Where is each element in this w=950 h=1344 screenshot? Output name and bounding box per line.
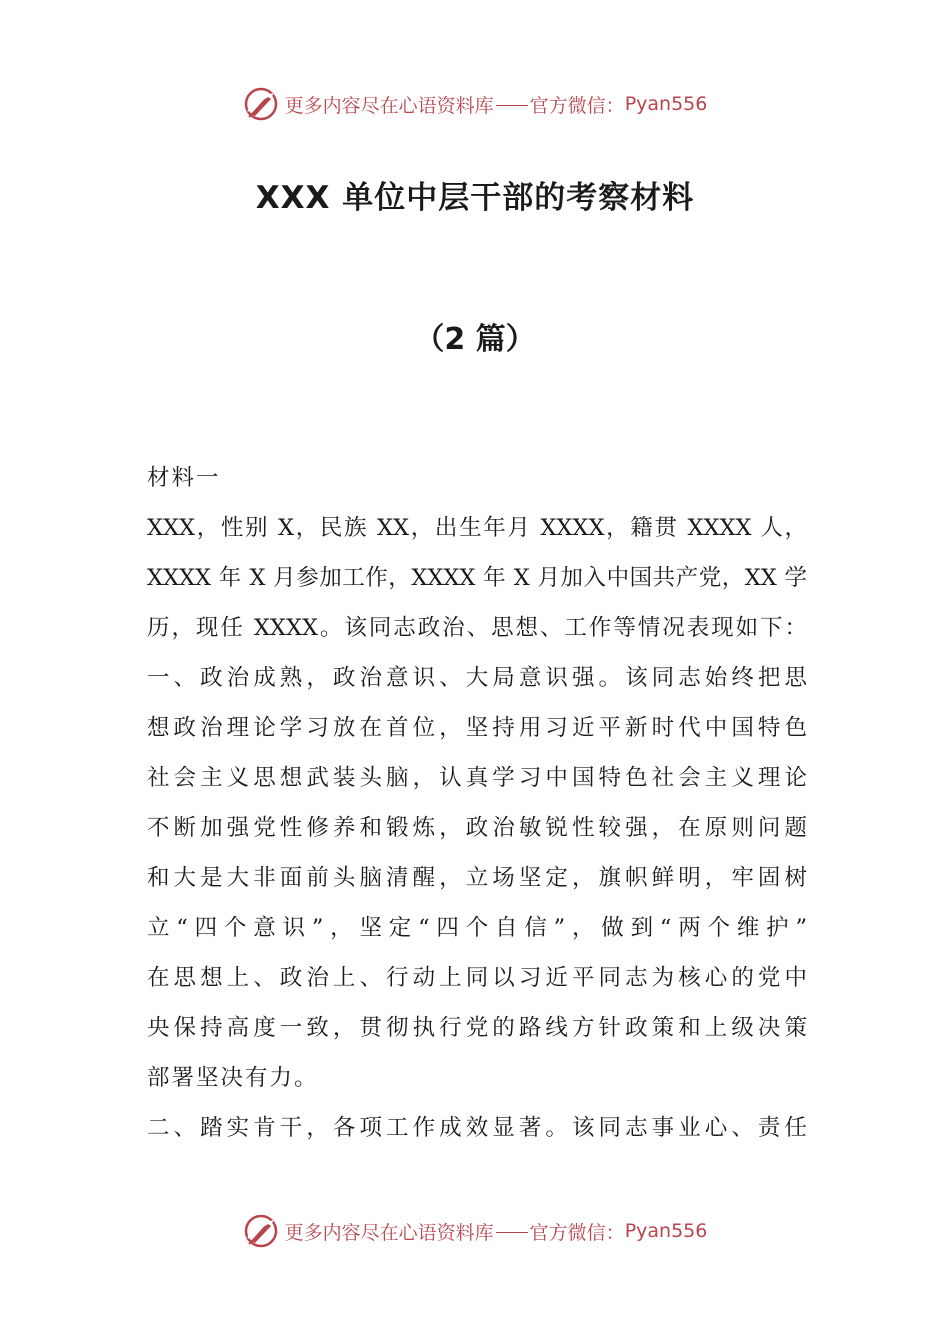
body-line: 部署坚决有力。	[147, 1065, 319, 1091]
body-line: 二、踏实肯干，各项工作成效显著。该同志事业心、责任	[147, 1115, 807, 1141]
body-line: 不断加强党性修养和锻炼，政治敏锐性较强，在原则问题	[147, 815, 807, 841]
header-banner[interactable]	[0, 84, 950, 124]
section-label: 材料一	[147, 465, 221, 491]
document-title: XXX 单位中层干部的考察材料	[255, 180, 695, 216]
body-line: XXXX 年 X 月参加工作，XXXX 年 X 月加入中国共产党，XX 学	[147, 565, 807, 591]
body-line: 和大是大非面前头脑清醒，立场坚定，旗帜鲜明，牢固树	[147, 865, 807, 891]
body-line: 社会主义思想武装头脑，认真学习中国特色社会主义理论	[147, 765, 807, 791]
body-line: 在思想上、政治上、行动上同以习近平同志为核心的党中	[147, 965, 807, 991]
banner-main-text: 更多内容尽在心语资料库	[284, 1221, 494, 1244]
pen-logo-icon	[243, 1213, 279, 1249]
banner-dash	[496, 1232, 528, 1233]
body-line: 央保持高度一致，贯彻执行党的路线方针政策和上级决策	[147, 1015, 807, 1041]
banner-wechat-id: Pyan556	[624, 93, 708, 115]
banner-wechat-label: 官方微信：	[529, 94, 625, 117]
banner-main-text: 更多内容尽在心语资料库	[284, 94, 494, 117]
banner-wechat-id: Pyan556	[624, 1220, 708, 1242]
footer-banner[interactable]	[0, 1211, 950, 1251]
body-line: 想政治理论学习放在首位，坚持用习近平新时代中国特色	[147, 715, 807, 741]
body-line: 一、政治成熟，政治意识、大局意识强。该同志始终把思	[147, 665, 807, 691]
body-line: XXX，性别 X，民族 XX，出生年月 XXXX，籍贯 XXXX 人，	[147, 515, 807, 541]
document-body	[147, 453, 807, 1153]
body-line: 立“四个意识”，坚定“四个自信”，做到“两个维护”	[147, 915, 807, 941]
pen-logo-icon	[243, 86, 279, 122]
banner-dash	[496, 105, 528, 106]
banner-wechat-label: 官方微信：	[529, 1221, 625, 1244]
body-line: 历，现任 XXXX。该同志政治、思想、工作等情况表现如下：	[147, 615, 807, 641]
document-subtitle: （2 篇）	[414, 322, 536, 357]
